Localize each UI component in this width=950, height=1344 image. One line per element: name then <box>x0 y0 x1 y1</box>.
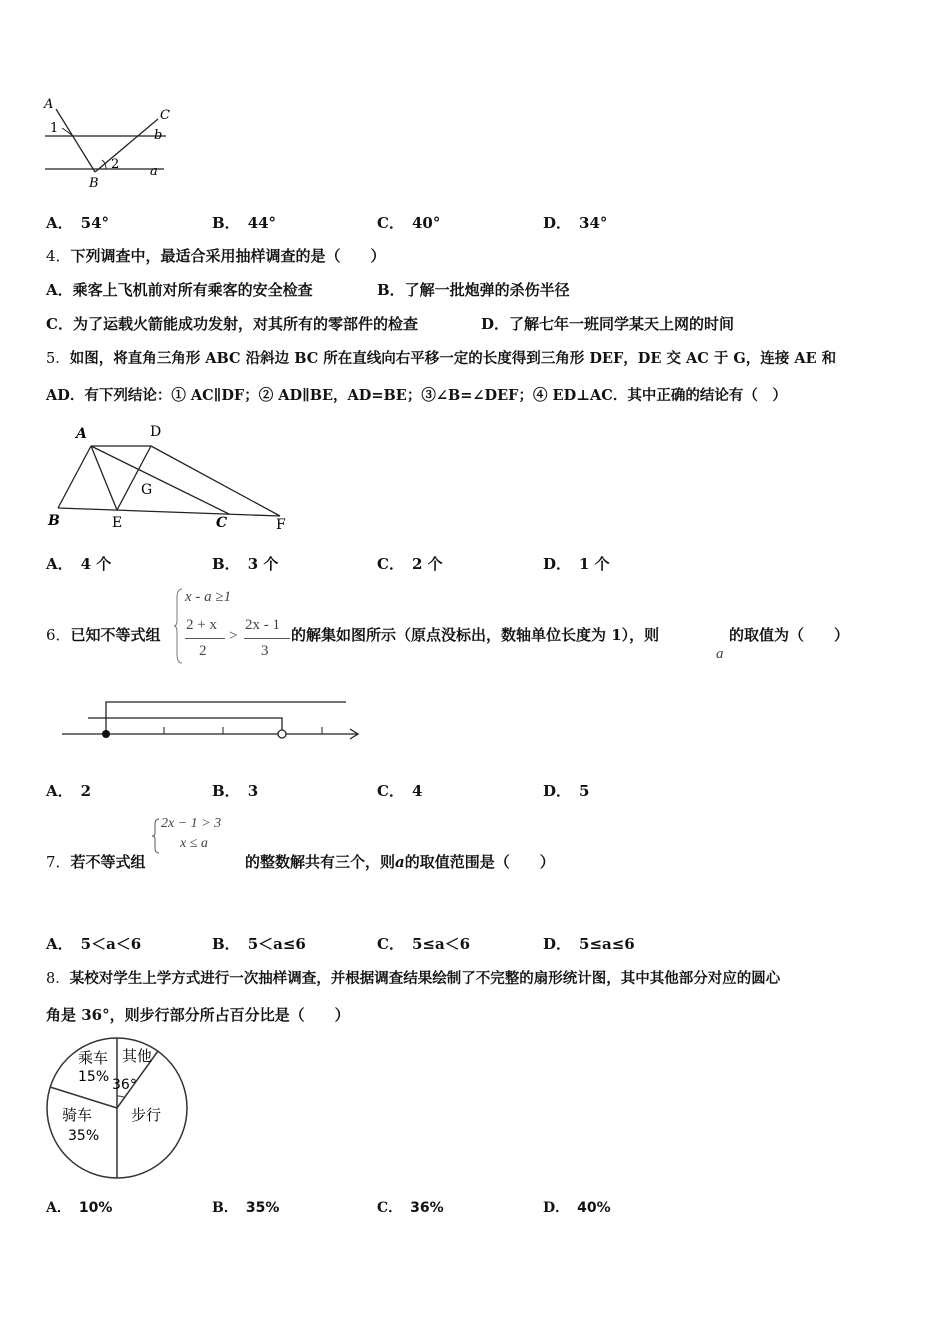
q8-stem-line2: 角是 36°，则步行部分所占百分比是（ ） <box>46 1006 350 1024</box>
label-A: A <box>44 97 54 112</box>
q8-option-b[interactable]: B． 35% <box>212 1200 280 1216</box>
label-D: D <box>150 424 162 440</box>
closed-point <box>102 730 110 738</box>
q6-frac1-numerator: 2 + x <box>186 617 217 633</box>
label-2: 2 <box>111 157 120 172</box>
segment-AB <box>56 109 95 172</box>
slice-value-cheche: 15% <box>78 1069 110 1085</box>
q6-frac2-denominator: 3 <box>261 643 269 659</box>
q5-stem-line2: AD．有下列结论：① AC∥DF；② AD∥BE，AD=BE；③∠B=∠DEF；④ ED⊥AC．其中正确的结论有（ ） <box>46 387 787 404</box>
q6-number-line <box>58 694 368 750</box>
q5-option-b[interactable]: B． 3 个 <box>212 555 279 573</box>
label-C: C <box>160 108 170 123</box>
q6-frac2-numerator: 2x - 1 <box>245 617 280 633</box>
label-A: A <box>76 426 87 442</box>
slice-label-qiche: 骑车 <box>62 1106 93 1124</box>
q5-stem-line1: 5．如图，将直角三角形 ABC 沿斜边 BC 所在直线向右平移一定的长度得到三角形 DEF，DE 交 AC 于 G，连接 AE 和 <box>46 350 837 367</box>
q4-option-c[interactable]: C．为了运载火箭能成功发射，对其所有的零部件的检查 <box>46 315 418 333</box>
q7-system-brace <box>152 818 160 854</box>
label-E: E <box>112 515 123 531</box>
q8-option-d[interactable]: D． 40% <box>543 1200 611 1216</box>
q4-option-b[interactable]: B．了解一批炮弹的杀伤半径 <box>377 281 570 299</box>
q3-option-a[interactable]: A． 54° <box>46 214 110 232</box>
q3-figure <box>40 92 190 194</box>
q6-system-brace <box>174 588 184 664</box>
label-F: F <box>276 517 286 533</box>
slice-label-qita: 其他 <box>122 1047 153 1065</box>
q6-frac2-bar <box>244 638 290 639</box>
q6-option-c[interactable]: C． 4 <box>377 782 423 800</box>
q7-option-d[interactable]: D． 5≤a≤6 <box>543 935 635 953</box>
q5-option-c[interactable]: C． 2 个 <box>377 555 443 573</box>
q5-option-a[interactable]: A． 4 个 <box>46 555 112 573</box>
slice-value-qita: 36° <box>112 1077 137 1093</box>
q6-stem-post: 的解集如图所示（原点没标出，数轴单位长度为 1），则 <box>291 626 660 644</box>
q7-stem-rest: 的整数解共有三个，则a的取值范围是（ ） <box>245 853 555 871</box>
angle-1-arc <box>62 128 73 136</box>
q6-option-b[interactable]: B． 3 <box>212 782 259 800</box>
q7-inequality-2: x ≤ a <box>180 836 208 851</box>
q6-gt-sign: > <box>229 628 238 644</box>
slice-value-qiche: 35% <box>68 1128 100 1144</box>
label-a: a <box>150 164 158 179</box>
segment-DE <box>117 446 151 510</box>
label-B: B <box>48 513 60 529</box>
q8-stem-line1: 8．某校对学生上学方式进行一次抽样调查，并根据调查结果绘制了不完整的扇形统计图，其中其他部分对应的圆心 <box>46 970 781 987</box>
segment-AB <box>58 446 91 508</box>
q7-option-a[interactable]: A． 5＜a＜6 <box>46 935 142 953</box>
label-G: G <box>141 482 153 498</box>
q3-option-b[interactable]: B． 44° <box>212 214 277 232</box>
solution-bracket-upper <box>88 702 346 718</box>
q8-option-c[interactable]: C． 36% <box>377 1200 444 1216</box>
solution-bracket-lower <box>106 718 282 734</box>
q3-option-d[interactable]: D． 34° <box>543 214 608 232</box>
q6-option-a[interactable]: A． 2 <box>46 782 92 800</box>
segment-AE <box>91 446 117 510</box>
q6-stem-end: 的取值为（ ） <box>729 626 850 644</box>
q8-option-a[interactable]: A． 10% <box>46 1200 113 1216</box>
q8-pie-chart <box>40 1032 194 1182</box>
q6-frac1-bar <box>185 638 225 639</box>
segment-BC <box>95 119 158 172</box>
q4-option-a[interactable]: A．乘客上飞机前对所有乘客的安全检查 <box>46 281 313 299</box>
label-B: B <box>89 176 99 191</box>
q4-stem: 4．下列调查中，最适合采用抽样调查的是（ ） <box>46 247 386 265</box>
q5-figure <box>44 418 294 534</box>
q6-stem-pre: 6．已知不等式组 <box>46 626 161 644</box>
q6-option-d[interactable]: D． 5 <box>543 782 590 800</box>
q6-frac1-denominator: 2 <box>199 643 207 659</box>
label-C: C <box>216 515 228 531</box>
open-point <box>278 730 286 738</box>
q6-inequality-1: x - a ≥1 <box>185 589 232 605</box>
q3-option-c[interactable]: C． 40° <box>377 214 441 232</box>
q7-option-b[interactable]: B． 5＜a≤6 <box>212 935 306 953</box>
label-1: 1 <box>50 121 59 136</box>
q6-var-a: a <box>716 646 724 662</box>
q7-inequality-1: 2x − 1 > 3 <box>161 816 222 831</box>
q5-option-d[interactable]: D． 1 个 <box>543 555 610 573</box>
segment-BF <box>58 508 280 516</box>
q7-option-c[interactable]: C． 5≤a＜6 <box>377 935 471 953</box>
q4-option-d[interactable]: D．了解七年一班同学某天上网的时间 <box>481 315 735 333</box>
slice-label-buxing: 步行 <box>131 1106 162 1124</box>
segment-DF <box>151 446 280 516</box>
q7-stem-pre: 7．若不等式组 <box>46 853 146 871</box>
segment-AC <box>91 446 229 514</box>
label-b: b <box>154 128 163 143</box>
slice-label-cheche: 乘车 <box>78 1049 109 1067</box>
